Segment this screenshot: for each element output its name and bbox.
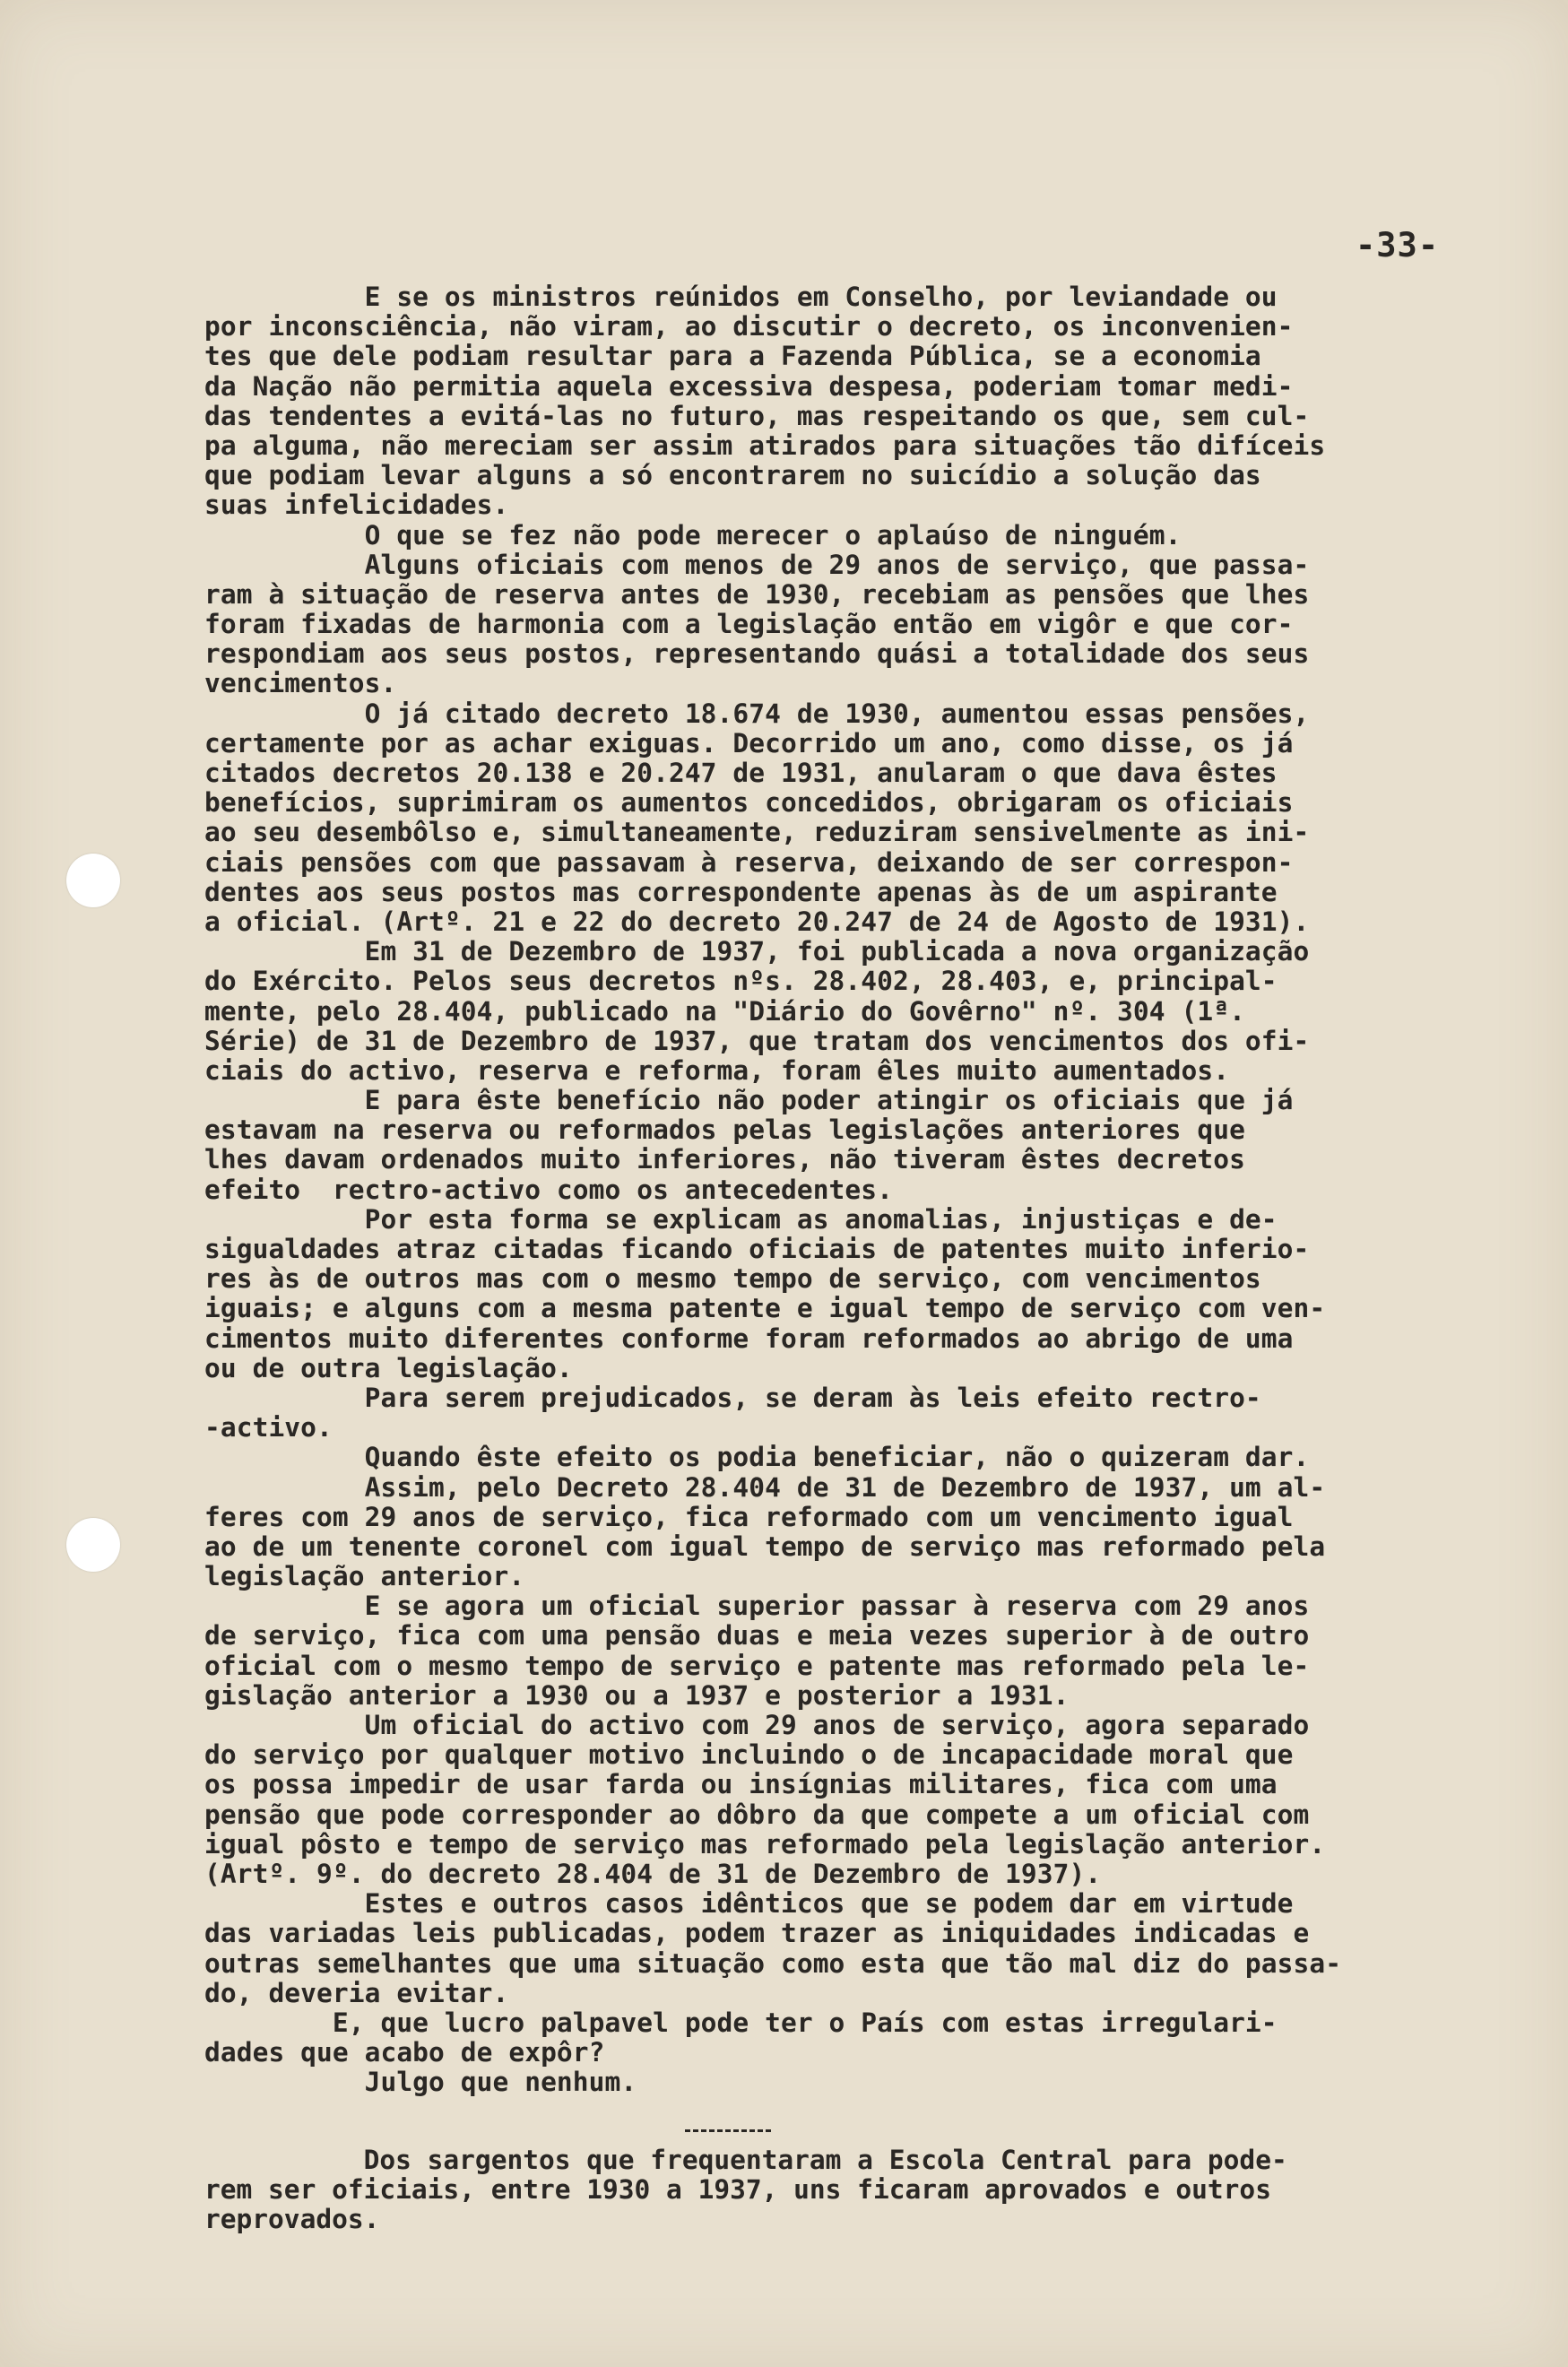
text-line: da Nação não permitia aquela excessiva despesa, poderiam tomar medi-: [204, 370, 1294, 402]
text-line: ao seu desembôlso e, simultaneamente, reduziram sensivelmente as ini-: [204, 817, 1310, 848]
text-line: das variadas leis publicadas, podem trazer as iniquidades indicadas e: [204, 1918, 1310, 1949]
text-line: O já citado decreto 18.674 de 1930, aumentou essas pensões,: [204, 698, 1310, 729]
footer-line: rem ser oficiais, entre 1930 a 1937, uns ficaram aprovados e outros: [204, 2174, 1271, 2206]
text-line: feres com 29 anos de serviço, fica reformado com um vencimento igual: [204, 1501, 1294, 1532]
text-line: cimentos muito diferentes conforme foram reformados ao abrigo de uma: [204, 1322, 1294, 1354]
text-line: Estes e outros casos idênticos que se podem dar em virtude: [204, 1888, 1294, 1920]
punch-hole-bottom: [66, 1518, 120, 1572]
text-line: (Artº. 9º. do decreto 28.404 de 31 de Dezembro de 1937).: [204, 1858, 1102, 1889]
text-line: Para serem prejudicados, se deram às leis efeito rectro-: [204, 1382, 1261, 1413]
text-line: suas infelicidades.: [204, 490, 509, 521]
text-line: estavam na reserva ou reformados pelas legislações anteriores que: [204, 1114, 1245, 1146]
text-line: certamente por as achar exiguas. Decorrido um ano, como disse, os já: [204, 727, 1294, 759]
footer-line: reprovados.: [204, 2204, 380, 2235]
text-line: Julgo que nenhum.: [204, 2067, 637, 2098]
text-line: gislação anterior a 1930 ou a 1937 e posterior a 1931.: [204, 1679, 1070, 1711]
text-line: Um oficial do activo com 29 anos de serviço, agora separado: [204, 1710, 1310, 1740]
text-line: Em 31 de Dezembro de 1937, foi publicada a nova organização: [204, 936, 1310, 967]
text-line: respondiam aos seus postos, representando quási a totalidade dos seus: [204, 638, 1310, 670]
text-line: E para êste benefício não poder atingir os oficiais que já: [204, 1085, 1294, 1116]
text-line: ciais do activo, reserva e reforma, foram êles muito aumentados.: [204, 1054, 1230, 1086]
text-line: -activo.: [204, 1412, 333, 1444]
text-line: do Exército. Pelos seus decretos nºs. 28.402, 28.403, e, principal-: [204, 966, 1278, 997]
text-line: legislação anterior.: [204, 1561, 525, 1592]
section-separator: [685, 2129, 771, 2132]
text-line: a oficial. (Artº. 21 e 22 do decreto 20.247 de 24 de Agosto de 1931).: [204, 906, 1310, 937]
text-line: de serviço, fica com uma pensão duas e meia vezes superior à de outro: [204, 1620, 1310, 1652]
text-line: ram à situação de reserva antes de 1930, recebiam as pensões que lhes: [204, 578, 1310, 610]
text-line: citados decretos 20.138 e 20.247 de 1931, anularam o que dava êstes: [204, 758, 1278, 788]
text-line: Assim, pelo Decreto 28.404 de 31 de Dezembro de 1937, um al-: [204, 1471, 1326, 1503]
text-line: por inconsciência, não viram, ao discutir o decreto, os inconvenien-: [204, 311, 1294, 342]
text-line: O que se fez não pode merecer o aplaúso de ninguém.: [204, 519, 1182, 551]
text-line: ou de outra legislação.: [204, 1352, 573, 1383]
text-line: os possa impedir de usar farda ou insígnias militares, fica com uma: [204, 1769, 1278, 1800]
text-line: vencimentos.: [204, 668, 397, 699]
text-line: foram fixadas de harmonia com a legislação então em vigôr e que cor-: [204, 609, 1294, 640]
text-line: pensão que pode corresponder ao dôbro da que compete a um oficial com: [204, 1799, 1310, 1830]
body-text: [204, 282, 1477, 2097]
text-line: das tendentes a evitá-las no futuro, mas respeitando os que, sem cul-: [204, 400, 1310, 431]
text-line: pa alguma, não mereciam ser assim atirados para situações tão difíceis: [204, 429, 1326, 461]
punch-hole-top: [66, 854, 120, 907]
text-line: igual pôsto e tempo de serviço mas reformado pela legislação anterior.: [204, 1828, 1326, 1860]
footer-text: [204, 2146, 1477, 2235]
text-line: outras semelhantes que uma situação como esta que tão mal diz do passa-: [204, 1947, 1342, 1979]
text-line: oficial com o mesmo tempo de serviço e patente mas reformado pela le-: [204, 1650, 1310, 1681]
text-line: E se agora um oficial superior passar à reserva com 29 anos: [204, 1591, 1310, 1622]
text-line: sigualdades atraz citadas ficando oficiais de patentes muito inferio-: [204, 1234, 1310, 1264]
page-number: -33-: [1356, 226, 1440, 264]
text-line: Série) de 31 de Dezembro de 1937, que tratam dos vencimentos dos ofi-: [204, 1025, 1310, 1056]
text-line: dentes aos seus postos mas correspondente apenas às de um aspirante: [204, 876, 1278, 907]
text-line: mente, pelo 28.404, publicado na "Diário do Govêrno" nº. 304 (1ª.: [204, 995, 1245, 1027]
text-line: do, deveria evitar.: [204, 1977, 509, 2008]
text-line: iguais; e alguns com a mesma patente e igual tempo de serviço com ven-: [204, 1293, 1326, 1324]
text-line: que podiam levar alguns a só encontrarem no suicídio a solução das: [204, 460, 1261, 491]
text-line: do serviço por qualquer motivo incluindo o de incapacidade moral que: [204, 1739, 1294, 1771]
text-line: E, que lucro palpavel pode ter o País com estas irregulari-: [204, 2007, 1278, 2038]
text-line: benefícios, suprimiram os aumentos concedidos, obrigaram os oficiais: [204, 787, 1294, 819]
footer-line: Dos sargentos que frequentaram a Escola Central para pode-: [204, 2145, 1287, 2175]
text-line: ciais pensões com que passavam à reserva, deixando de ser correspon-: [204, 846, 1294, 878]
text-line: Alguns oficiais com menos de 29 anos de serviço, que passa-: [204, 549, 1310, 580]
text-line: tes que dele podiam resultar para a Fazenda Pública, se a economia: [204, 341, 1261, 372]
text-line: res às de outros mas com o mesmo tempo de serviço, com vencimentos: [204, 1263, 1261, 1295]
text-line: E se os ministros reúnidos em Conselho, por leviandade ou: [204, 282, 1278, 312]
text-line: dades que acabo de expôr?: [204, 2037, 605, 2068]
text-line: ao de um tenente coronel com igual tempo de serviço mas reformado pela: [204, 1530, 1326, 1562]
text-line: Por esta forma se explicam as anomalias, injustiças e de-: [204, 1203, 1278, 1235]
text-line: lhes davam ordenados muito inferiores, não tiveram êstes decretos: [204, 1144, 1245, 1175]
text-line: Quando êste efeito os podia beneficiar, não o quizeram dar.: [204, 1442, 1310, 1473]
text-line: efeito rectro-activo como os antecedentes.: [204, 1174, 894, 1205]
